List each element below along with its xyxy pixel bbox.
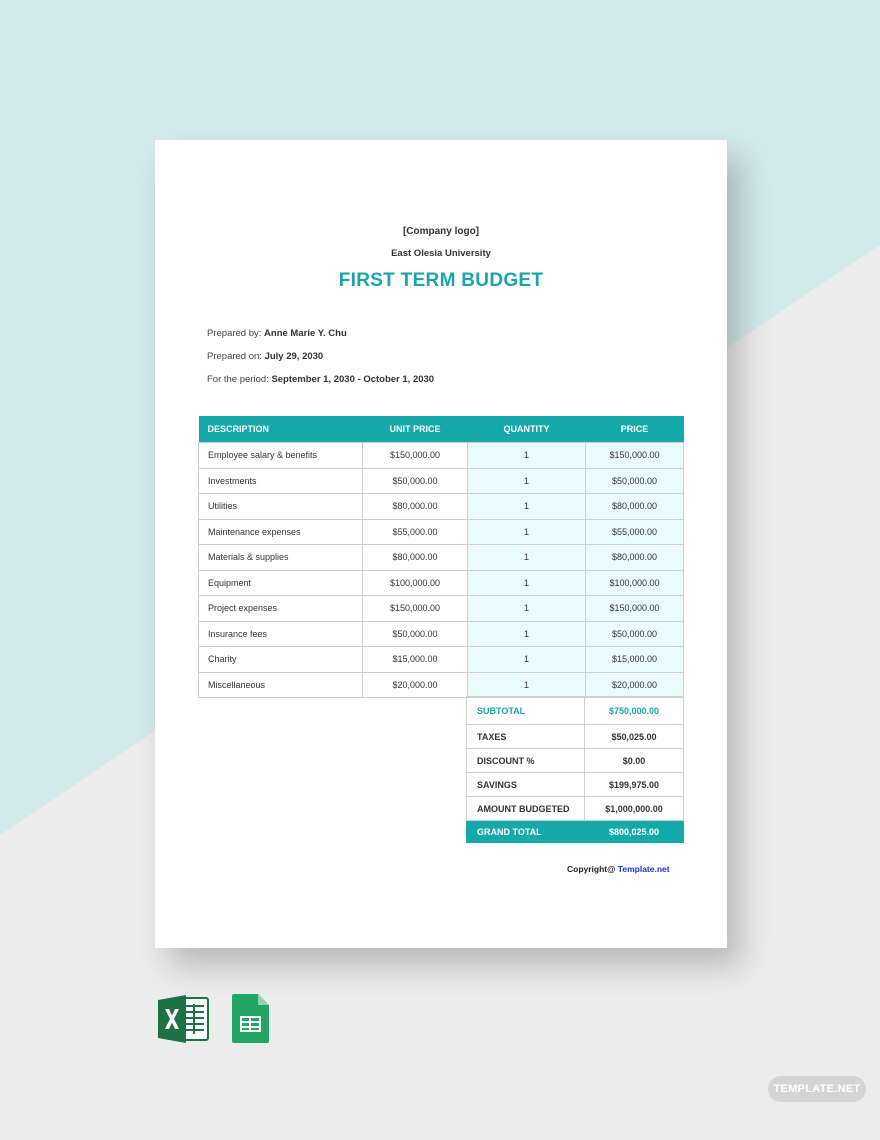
row-quantity: 1 [468,443,586,469]
period-label: For the period: [207,374,269,385]
row-quantity: 1 [468,621,586,647]
row-description: Materials & supplies [199,545,363,571]
budget-period [207,374,434,385]
row-unit-price: $20,000.00 [363,672,468,698]
row-description: Insurance fees [199,621,363,647]
header-quantity: QUANTITY [468,416,586,443]
row-unit-price: $150,000.00 [363,596,468,622]
table-row [199,596,684,622]
header-description: DESCRIPTION [199,416,363,443]
row-price: $20,000.00 [586,672,684,698]
excel-icon[interactable] [158,994,210,1044]
savings-row [467,773,684,797]
prepared-on-label: Prepared on: [207,351,262,362]
header-unit-price: UNIT PRICE [363,416,468,443]
row-quantity: 1 [468,519,586,545]
table-row [199,443,684,469]
copyright-prefix: Copyright@ [567,864,618,874]
copyright-link[interactable]: Template.net [617,864,670,874]
row-unit-price: $80,000.00 [363,494,468,520]
row-price: $150,000.00 [586,443,684,469]
amount-budgeted-value: $1,000,000.00 [585,797,684,821]
discount-label: DISCOUNT % [467,749,585,773]
savings-label: SAVINGS [467,773,585,797]
row-unit-price: $15,000.00 [363,647,468,673]
organization-name: East Olesia University [391,248,491,259]
row-unit-price: $100,000.00 [363,570,468,596]
discount-row [467,749,684,773]
row-quantity: 1 [468,468,586,494]
row-quantity: 1 [468,494,586,520]
row-price: $50,000.00 [586,468,684,494]
table-header-row [199,416,684,443]
row-description: Miscellaneous [199,672,363,698]
savings-value: $199,975.00 [585,773,684,797]
row-price: $80,000.00 [586,545,684,571]
template-net-badge[interactable]: TEMPLATE.NET [768,1076,866,1102]
taxes-row [467,725,684,749]
row-quantity: 1 [468,596,586,622]
row-description: Employee salary & benefits [199,443,363,469]
prepared-on [207,351,323,362]
row-unit-price: $150,000.00 [363,443,468,469]
table-row [199,468,684,494]
subtotal-value: $750,000.00 [585,697,684,725]
grand-total-label: GRAND TOTAL [467,821,585,843]
prepared-by-label: Prepared by: [207,328,262,339]
row-quantity: 1 [468,672,586,698]
table-row [199,672,684,698]
copyright-notice [567,864,670,874]
row-price: $55,000.00 [586,519,684,545]
prepared-by-value: Anne Marie Y. Chu [264,328,347,339]
subtotal-label: SUBTOTAL [467,697,585,725]
row-quantity: 1 [468,647,586,673]
row-price: $100,000.00 [586,570,684,596]
google-sheets-icon[interactable] [231,994,271,1044]
row-price: $150,000.00 [586,596,684,622]
grand-total-value: $800,025.00 [585,821,684,843]
row-unit-price: $80,000.00 [363,545,468,571]
row-price: $80,000.00 [586,494,684,520]
row-description: Charity [199,647,363,673]
subtotal-row [467,697,684,725]
budget-document [155,140,727,948]
taxes-value: $50,025.00 [585,725,684,749]
row-unit-price: $55,000.00 [363,519,468,545]
amount-budgeted-label: AMOUNT BUDGETED [467,797,585,821]
company-logo-placeholder: [Company logo] [402,226,480,237]
row-description: Utilities [199,494,363,520]
row-unit-price: $50,000.00 [363,468,468,494]
row-description: Investments [199,468,363,494]
prepared-by [207,328,347,339]
discount-value: $0.00 [585,749,684,773]
amount-budgeted-row [467,797,684,821]
row-description: Maintenance expenses [199,519,363,545]
table-row [199,621,684,647]
table-row [199,647,684,673]
row-description: Equipment [199,570,363,596]
table-row [199,545,684,571]
document-title: FIRST TERM BUDGET [338,270,544,291]
budget-items-table [198,416,684,698]
prepared-on-value: July 29, 2030 [264,351,324,362]
table-row [199,570,684,596]
header-price: PRICE [586,416,684,443]
grand-total-row [467,821,684,843]
period-value: September 1, 2030 - October 1, 2030 [271,374,435,385]
row-quantity: 1 [468,545,586,571]
row-unit-price: $50,000.00 [363,621,468,647]
row-quantity: 1 [468,570,586,596]
table-row [199,494,684,520]
taxes-label: TAXES [467,725,585,749]
row-description: Project expenses [199,596,363,622]
totals-table [466,696,684,843]
table-row [199,519,684,545]
row-price: $50,000.00 [586,621,684,647]
row-price: $15,000.00 [586,647,684,673]
